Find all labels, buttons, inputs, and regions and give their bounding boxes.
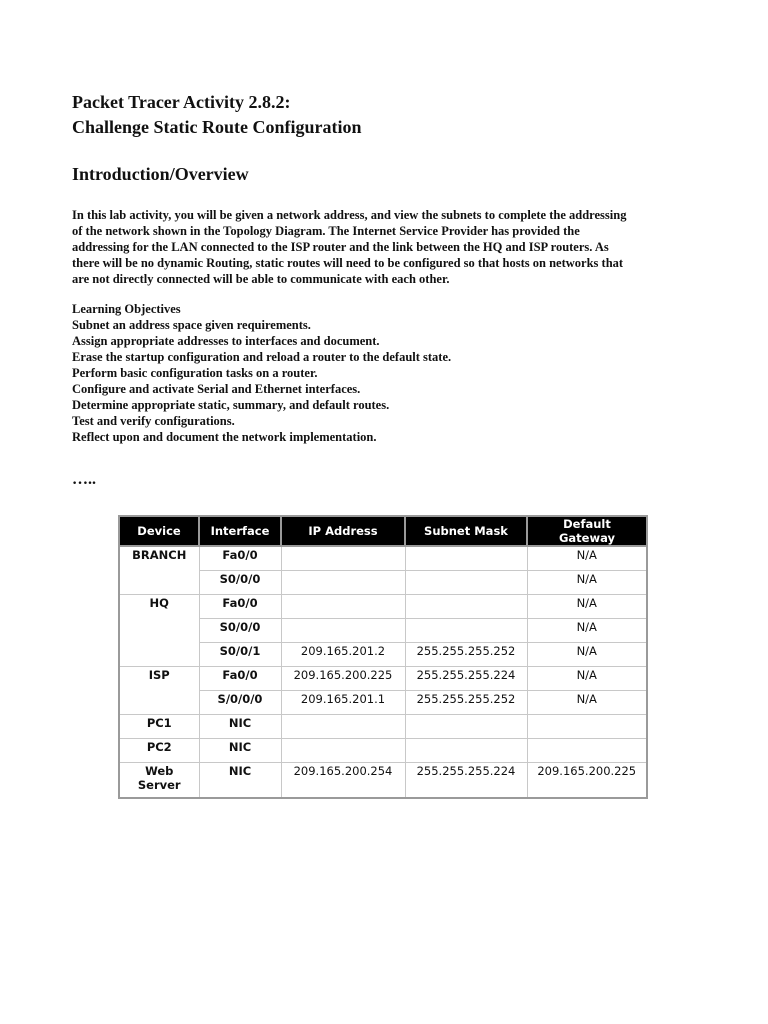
interface-cell: NIC bbox=[199, 715, 281, 739]
column-header-device: Device bbox=[119, 516, 199, 546]
addressing-table bbox=[118, 515, 648, 799]
document-title-line1: Packet Tracer Activity 2.8.2: bbox=[72, 92, 291, 112]
gateway-cell: N/A bbox=[527, 619, 647, 643]
table-row bbox=[119, 619, 647, 643]
interface-cell: S0/0/1 bbox=[199, 643, 281, 667]
gateway-cell: N/A bbox=[527, 691, 647, 715]
intro-paragraph bbox=[72, 207, 692, 287]
column-header-subnet-mask: Subnet Mask bbox=[405, 516, 527, 546]
ip-cell bbox=[281, 546, 405, 571]
gateway-cell: N/A bbox=[527, 571, 647, 595]
table-row bbox=[119, 691, 647, 715]
gateway-cell bbox=[527, 739, 647, 763]
table-row bbox=[119, 739, 647, 763]
objective-item: Subnet an address space given requirements. bbox=[72, 318, 311, 332]
mask-cell bbox=[405, 595, 527, 619]
mask-cell bbox=[405, 571, 527, 595]
document-page bbox=[72, 90, 692, 489]
gateway-cell: N/A bbox=[527, 546, 647, 571]
table-row bbox=[119, 667, 647, 691]
gateway-cell: N/A bbox=[527, 667, 647, 691]
interface-cell: NIC bbox=[199, 763, 281, 799]
table-row bbox=[119, 643, 647, 667]
mask-cell: 255.255.255.224 bbox=[405, 667, 527, 691]
section-heading: Introduction/Overview bbox=[72, 164, 249, 184]
mask-cell: 255.255.255.224 bbox=[405, 763, 527, 799]
interface-cell: Fa0/0 bbox=[199, 667, 281, 691]
ellipsis: ….. bbox=[72, 471, 96, 488]
interface-cell: S0/0/0 bbox=[199, 571, 281, 595]
learning-objectives bbox=[72, 301, 692, 445]
ip-cell: 209.165.200.225 bbox=[281, 667, 405, 691]
gateway-cell: N/A bbox=[527, 595, 647, 619]
device-cell: BRANCH bbox=[119, 546, 199, 595]
column-header-ip-address: IP Address bbox=[281, 516, 405, 546]
column-header-interface: Interface bbox=[199, 516, 281, 546]
objective-item: Test and verify configurations. bbox=[72, 414, 235, 428]
mask-cell bbox=[405, 546, 527, 571]
ip-cell bbox=[281, 619, 405, 643]
objective-item: Assign appropriate addresses to interfaces and document. bbox=[72, 334, 380, 348]
intro-line: addressing for the LAN connected to the ISP router and the link between the HQ and ISP routers. As bbox=[72, 240, 609, 254]
interface-cell: S0/0/0 bbox=[199, 619, 281, 643]
mask-cell bbox=[405, 619, 527, 643]
objective-item: Perform basic configuration tasks on a router. bbox=[72, 366, 318, 380]
objective-item: Configure and activate Serial and Ethernet interfaces. bbox=[72, 382, 361, 396]
table-row bbox=[119, 715, 647, 739]
device-cell: HQ bbox=[119, 595, 199, 667]
objective-item: Erase the startup configuration and reload a router to the default state. bbox=[72, 350, 452, 364]
mask-cell bbox=[405, 739, 527, 763]
intro-line: of the network shown in the Topology Diagram. The Internet Service Provider has provided the bbox=[72, 224, 580, 238]
mask-cell: 255.255.255.252 bbox=[405, 691, 527, 715]
document-title-line2: Challenge Static Route Configuration bbox=[72, 117, 362, 137]
table-row bbox=[119, 763, 647, 799]
mask-cell: 255.255.255.252 bbox=[405, 643, 527, 667]
mask-cell bbox=[405, 715, 527, 739]
interface-cell: Fa0/0 bbox=[199, 546, 281, 571]
table-row bbox=[119, 571, 647, 595]
ip-cell bbox=[281, 739, 405, 763]
ip-cell: 209.165.201.2 bbox=[281, 643, 405, 667]
objective-item: Determine appropriate static, summary, and default routes. bbox=[72, 398, 390, 412]
intro-line: there will be no dynamic Routing, static routes will need to be configured so that hosts on networks that bbox=[72, 256, 624, 270]
gateway-cell bbox=[527, 715, 647, 739]
gateway-cell: N/A bbox=[527, 643, 647, 667]
column-header-default-gateway: Default Gateway bbox=[527, 516, 647, 546]
ip-cell bbox=[281, 595, 405, 619]
gateway-cell: 209.165.200.225 bbox=[527, 763, 647, 799]
intro-line: In this lab activity, you will be given a network address, and view the subnets to complete the addressing bbox=[72, 208, 627, 222]
device-cell: PC1 bbox=[119, 715, 199, 739]
device-cell: ISP bbox=[119, 667, 199, 715]
intro-line: are not directly connected will be able to communicate with each other. bbox=[72, 272, 450, 286]
table-row bbox=[119, 546, 647, 571]
device-cell: Web Server bbox=[119, 763, 199, 799]
ip-cell bbox=[281, 715, 405, 739]
ip-cell bbox=[281, 571, 405, 595]
interface-cell: NIC bbox=[199, 739, 281, 763]
objective-item: Reflect upon and document the network implementation. bbox=[72, 430, 377, 444]
ip-cell: 209.165.200.254 bbox=[281, 763, 405, 799]
objectives-title: Learning Objectives bbox=[72, 302, 181, 316]
table-header-row bbox=[119, 516, 647, 546]
ip-cell: 209.165.201.1 bbox=[281, 691, 405, 715]
interface-cell: Fa0/0 bbox=[199, 595, 281, 619]
interface-cell: S/0/0/0 bbox=[199, 691, 281, 715]
table-row bbox=[119, 595, 647, 619]
device-cell: PC2 bbox=[119, 739, 199, 763]
